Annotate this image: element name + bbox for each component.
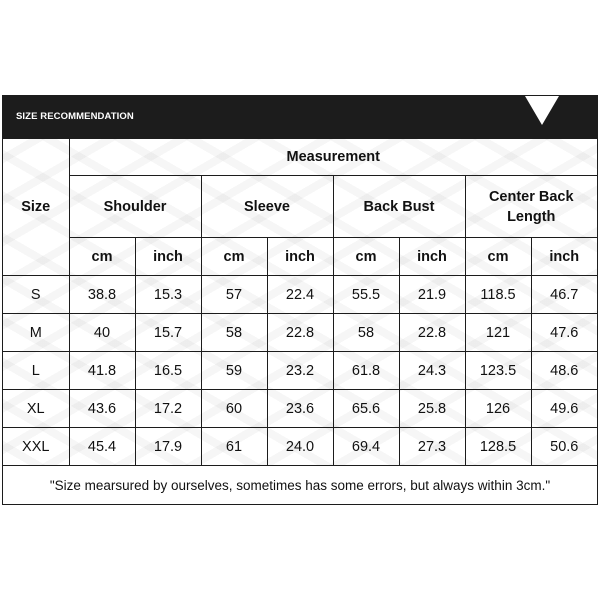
table-row	[3, 314, 597, 352]
unit-header-row	[3, 238, 597, 276]
value-cell: 22.8	[399, 314, 465, 352]
unit-header: inch	[267, 238, 333, 276]
measurement-header-row	[3, 139, 597, 176]
unit-header: cm	[333, 238, 399, 276]
value-cell: 58	[201, 314, 267, 352]
size-disclaimer-note: "Size mearsured by ourselves, sometimes has some errors, but always within 3cm."	[49, 477, 551, 493]
value-cell: 16.5	[135, 352, 201, 390]
value-cell: 17.9	[135, 428, 201, 466]
value-cell: 24.3	[399, 352, 465, 390]
value-cell: 41.8	[69, 352, 135, 390]
value-cell: 61.8	[333, 352, 399, 390]
value-cell: 121	[465, 314, 531, 352]
table-row	[3, 352, 597, 390]
value-cell: 61	[201, 428, 267, 466]
value-cell: 57	[201, 276, 267, 314]
value-cell: 46.7	[531, 276, 597, 314]
size-column-header: Size	[3, 139, 69, 276]
table-row	[3, 276, 597, 314]
value-cell: 126	[465, 390, 531, 428]
value-cell: 48.6	[531, 352, 597, 390]
value-cell: 15.3	[135, 276, 201, 314]
value-cell: 38.8	[69, 276, 135, 314]
value-cell: 45.4	[69, 428, 135, 466]
value-cell: 24.0	[267, 428, 333, 466]
size-cell: XL	[3, 390, 69, 428]
group-header-shoulder: Shoulder	[69, 176, 201, 238]
group-header-row	[3, 176, 597, 238]
size-cell: S	[3, 276, 69, 314]
table-row	[3, 428, 597, 466]
value-cell: 59	[201, 352, 267, 390]
value-cell: 40	[69, 314, 135, 352]
value-cell: 65.6	[333, 390, 399, 428]
unit-header: inch	[531, 238, 597, 276]
header-title: SIZE RECOMMENDATION	[16, 111, 134, 122]
group-header-back-bust: Back Bust	[333, 176, 465, 238]
value-cell: 50.6	[531, 428, 597, 466]
value-cell: 128.5	[465, 428, 531, 466]
value-cell: 15.7	[135, 314, 201, 352]
unit-header: inch	[399, 238, 465, 276]
unit-header: cm	[69, 238, 135, 276]
value-cell: 22.8	[267, 314, 333, 352]
value-cell: 21.9	[399, 276, 465, 314]
value-cell: 118.5	[465, 276, 531, 314]
value-cell: 49.6	[531, 390, 597, 428]
value-cell: 69.4	[333, 428, 399, 466]
header-bar	[3, 96, 597, 138]
group-header-sleeve: Sleeve	[201, 176, 333, 238]
value-cell: 43.6	[69, 390, 135, 428]
value-cell: 123.5	[465, 352, 531, 390]
value-cell: 55.5	[333, 276, 399, 314]
header-notch-decoration	[525, 96, 559, 125]
value-cell: 25.8	[399, 390, 465, 428]
size-table-area	[3, 138, 597, 466]
value-cell: 23.2	[267, 352, 333, 390]
value-cell: 22.4	[267, 276, 333, 314]
unit-header: cm	[201, 238, 267, 276]
size-chart	[2, 95, 598, 505]
measurement-header: Measurement	[69, 139, 597, 176]
size-cell: M	[3, 314, 69, 352]
table-row	[3, 390, 597, 428]
unit-header: inch	[135, 238, 201, 276]
unit-header: cm	[465, 238, 531, 276]
size-cell: L	[3, 352, 69, 390]
value-cell: 17.2	[135, 390, 201, 428]
value-cell: 58	[333, 314, 399, 352]
size-table	[3, 138, 597, 466]
value-cell: 27.3	[399, 428, 465, 466]
group-header-center-back-length: Center Back Length	[465, 176, 597, 238]
value-cell: 60	[201, 390, 267, 428]
value-cell: 23.6	[267, 390, 333, 428]
value-cell: 47.6	[531, 314, 597, 352]
size-cell: XXL	[3, 428, 69, 466]
